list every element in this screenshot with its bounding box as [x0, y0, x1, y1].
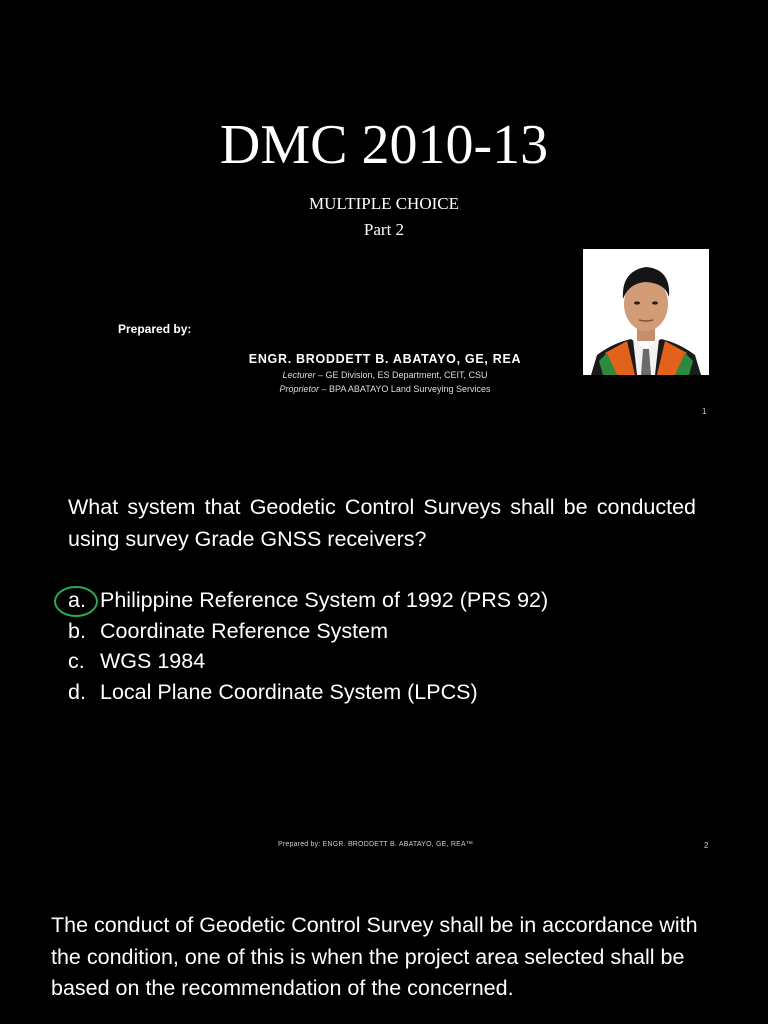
text-slide	[0, 900, 768, 1024]
option-d	[68, 677, 708, 708]
slide-paragraph: The conduct of Geodetic Control Survey shall be in accordance with the condition, one of this is when the project area selected shall be based on the recommendation of the concerned.	[51, 913, 698, 1000]
question-slide	[0, 475, 768, 875]
slide-part-label: Part 2	[363, 220, 405, 239]
option-letter: a.	[68, 588, 86, 612]
prepared-by-label: Prepared by:	[118, 322, 192, 336]
slide-title: DMC 2010-13	[219, 114, 549, 176]
option-text: WGS 1984	[100, 649, 206, 673]
option-text: Local Plane Coordinate System (LPCS)	[100, 679, 478, 704]
option-text: Philippine Reference System of 1992 (PRS 92)	[100, 588, 549, 612]
option-c	[68, 646, 708, 677]
role-detail: – GE Division, ES Department, CEIT, CSU	[315, 370, 488, 380]
option-letter: c.	[68, 649, 85, 673]
portrait-image	[583, 249, 709, 375]
question-text: What system that Geodetic Control Surveys shall be conducted using survey Grade GNSS receivers?	[68, 495, 696, 551]
answer-circle	[54, 586, 98, 617]
slide-subtitle: MULTIPLE CHOICE	[308, 194, 459, 213]
author-photo	[583, 249, 709, 375]
option-b	[68, 616, 708, 647]
option-letter: b.	[68, 618, 86, 643]
role-detail: – BPA ABATAYO Land Surveying Services	[319, 384, 491, 394]
slide-footer: Prepared by: ENGR. BRODDETT B. ABATAYO, GE, REA™	[278, 841, 474, 848]
answer-options	[68, 585, 708, 707]
page-number: 1	[702, 407, 707, 416]
page-number: 2	[704, 841, 709, 850]
author-role-proprietor	[243, 384, 527, 394]
title-slide	[0, 0, 768, 432]
author-name: ENGR. BRODDETT B. ABATAYO, GE, REA	[248, 352, 522, 366]
author-role-lecturer	[243, 370, 527, 380]
option-a	[68, 585, 708, 616]
role-title: Proprietor	[279, 384, 320, 394]
option-text: Coordinate Reference System	[100, 618, 389, 643]
role-title: Lecturer	[282, 370, 316, 380]
option-letter: d.	[68, 679, 86, 704]
